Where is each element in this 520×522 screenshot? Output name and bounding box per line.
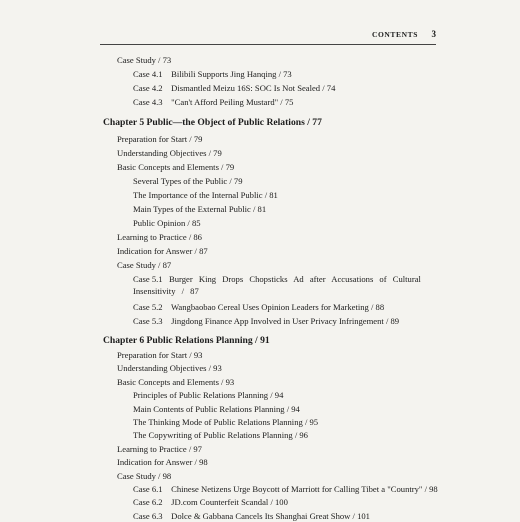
toc-chapter-heading[interactable]: Chapter 5 Public—the Object of Public Relations / 77 [103,117,322,128]
case-title: Dolce & Gabbana Cancels Its Shanghai Great Show / 101 [171,510,370,521]
case-title: Jingdong Finance App Involved in User Privacy Infringement / 89 [171,316,400,326]
toc-entry-case-study[interactable]: Case Study / 98 [117,470,172,481]
case-title: Bilibili Supports Jing Hanqing / 73 [171,69,292,79]
page-number: 3 [431,29,436,39]
toc-case-entry[interactable] [133,96,293,108]
case-number: Case 6.3 [133,510,163,521]
toc-entry[interactable]: Understanding Objectives / 79 [117,148,222,158]
toc-subentry[interactable]: Main Contents of Public Relations Planning / 94 [133,403,300,414]
toc-subentry[interactable]: The Thinking Mode of Public Relations Planning / 95 [133,417,319,427]
toc-entry-case-study[interactable]: Case Study / 73 [117,55,172,65]
toc-chapter-heading[interactable]: Chapter 6 Public Relations Planning / 91 [103,335,270,346]
toc-entry[interactable]: Preparation for Start / 79 [117,134,203,144]
case-number: Case 4.2 [133,83,163,93]
case-title: "Can't Afford Peiling Mustard" / 75 [171,97,294,107]
toc-entry[interactable]: Basic Concepts and Elements / 93 [117,376,235,387]
toc-entry[interactable]: Understanding Objectives / 93 [117,363,222,374]
toc-subentry[interactable]: The Copywriting of Public Relations Planning / 96 [133,430,308,441]
toc-subentry[interactable]: Principles of Public Relations Planning / 94 [133,390,284,401]
toc-entry[interactable]: Preparation for Start / 93 [117,350,203,360]
case-title: Chinese Netizens Urge Boycott of Marriott for Calling Tibet a "Country" / 98 [171,484,438,494]
case-number: Case 4.3 [133,97,163,107]
toc-case-entry[interactable] [133,301,384,313]
toc-entry[interactable]: Learning to Practice / 97 [117,443,202,454]
case-number: Case 6.2 [133,497,163,508]
case-number: Case 6.1 [133,484,163,494]
toc-subentry[interactable]: Public Opinion / 85 [133,218,201,228]
toc-entry[interactable]: Indication for Answer / 87 [117,246,208,256]
toc-case-entry[interactable] [133,82,335,94]
case-number: Case 5.3 [133,316,163,326]
toc-entry[interactable]: Learning to Practice / 86 [117,232,202,242]
case-title: Burger King Drops Chopsticks Ad after Accusations of Cultural Insensitivity / 87 [133,274,421,296]
toc-entry-case-study[interactable]: Case Study / 87 [117,260,172,270]
toc-case-entry[interactable] [133,496,288,508]
case-number: Case 5.2 [133,302,163,312]
running-head-title: CONTENTS [371,30,418,39]
toc-case-entry[interactable] [133,483,438,495]
toc-case-entry[interactable] [133,315,399,327]
toc-case-entry[interactable] [133,68,292,80]
case-number: Case 5.1 [133,274,163,284]
case-title: Dismantled Meizu 16S: SOC Is Not Sealed / 74 [171,83,336,93]
case-title: JD.com Counterfeit Scandal / 100 [171,497,288,508]
running-head [100,30,436,44]
toc-subentry[interactable]: Main Types of the External Public / 81 [133,204,267,214]
toc-entry[interactable]: Basic Concepts and Elements / 79 [117,162,235,172]
case-title: Wangbaobao Cereal Uses Opinion Leaders for Marketing / 88 [171,302,385,312]
header-rule [100,44,436,45]
toc-subentry[interactable]: Several Types of the Public / 79 [133,176,243,186]
toc-entry[interactable]: Indication for Answer / 98 [117,457,208,468]
case-number: Case 4.1 [133,69,163,79]
toc-subentry[interactable]: The Importance of the Internal Public / 81 [133,190,278,200]
toc-case-entry[interactable] [133,273,433,297]
